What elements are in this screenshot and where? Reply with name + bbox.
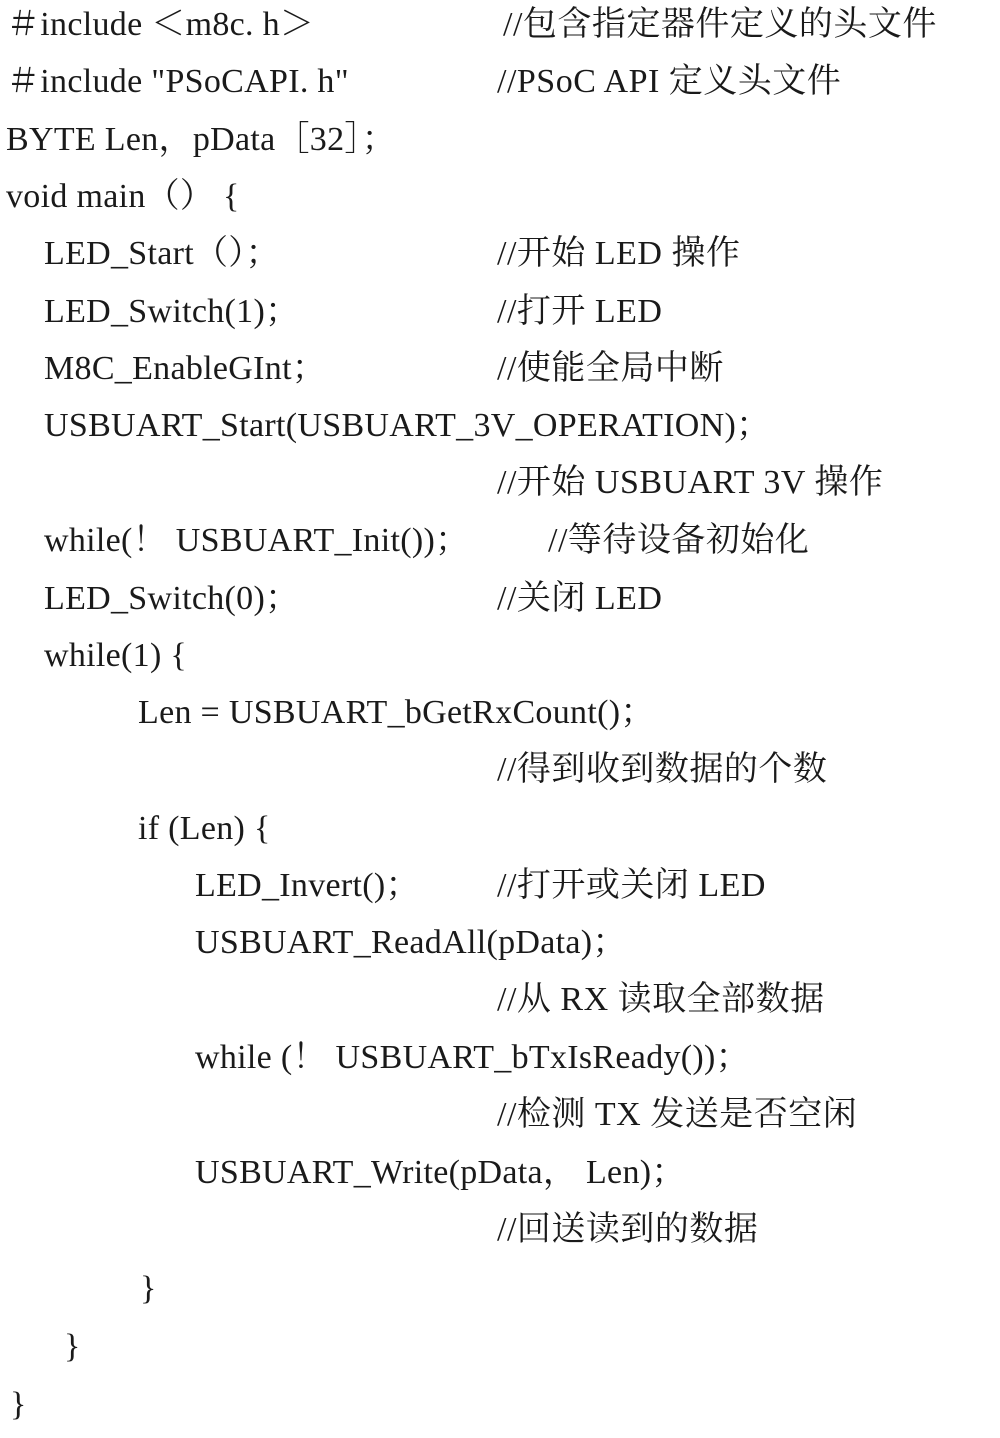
code-text: while (！ USBUART_bTxIsReady())； (195, 1039, 750, 1076)
code-text: USBUART_Write(pData， Len)； (195, 1154, 686, 1191)
closing-brace: } (140, 1270, 157, 1307)
code-line-14 (0, 745, 1000, 795)
code-text: while(！ USBUART_Init())； (44, 522, 470, 559)
code-comment: //包含指定器件定义的头文件 (503, 6, 937, 43)
code-text: ＃include ＜m8c. h＞ (6, 6, 315, 43)
code-line-10 (0, 516, 1000, 566)
code-line-16 (0, 861, 1000, 911)
code-line-21 (0, 1148, 1000, 1198)
code-line-24 (0, 1322, 1000, 1372)
code-line-11 (0, 574, 1000, 624)
code-text: void main（） { (6, 178, 240, 215)
code-line-25 (0, 1380, 1000, 1430)
code-line-5 (0, 229, 1000, 279)
code-comment: //打开或关闭 LED (497, 867, 766, 904)
code-text: while(1) { (44, 637, 188, 674)
code-line-12 (0, 631, 1000, 681)
code-line-18 (0, 975, 1000, 1025)
code-line-8 (0, 401, 1000, 451)
code-line-6 (0, 287, 1000, 337)
code-line-1 (0, 0, 1000, 50)
code-text: LED_Switch(0)； (44, 580, 300, 617)
code-line-19 (0, 1033, 1000, 1083)
code-line-17 (0, 918, 1000, 968)
code-comment: //关闭 LED (497, 580, 663, 617)
code-text: LED_Switch(1)； (44, 293, 300, 330)
closing-brace: } (10, 1386, 27, 1423)
code-text: USBUART_Start(USBUART_3V_OPERATION)； (44, 407, 771, 444)
code-comment: //等待设备初始化 (548, 522, 810, 559)
code-comment: //开始 LED 操作 (497, 235, 741, 272)
code-line-3 (0, 115, 1000, 165)
closing-brace: } (64, 1328, 81, 1365)
code-comment: //打开 LED (497, 293, 663, 330)
code-line-4 (0, 172, 1000, 222)
code-text: USBUART_ReadAll(pData)； (195, 924, 627, 961)
code-comment: //检测 TX 发送是否空闲 (497, 1096, 858, 1133)
code-text: M8C_EnableGInt； (44, 350, 327, 387)
code-line-2 (0, 57, 1000, 107)
code-line-20 (0, 1090, 1000, 1140)
code-line-9 (0, 458, 1000, 508)
code-text: Len = USBUART_bGetRxCount()； (138, 694, 655, 731)
code-text: if (Len) { (138, 810, 271, 847)
code-comment: //得到收到数据的个数 (497, 751, 828, 788)
code-line-7 (0, 344, 1000, 394)
code-line-23 (0, 1264, 1000, 1314)
code-text: LED_Invert()； (195, 867, 420, 904)
code-comment: //使能全局中断 (497, 350, 724, 387)
code-comment: //从 RX 读取全部数据 (497, 981, 825, 1018)
code-text: ＃include "PSoCAPI. h" (6, 63, 349, 100)
code-line-13 (0, 688, 1000, 738)
code-comment: //回送读到的数据 (497, 1211, 759, 1248)
code-text: LED_Start（）； (44, 235, 280, 272)
code-text: BYTE Len，pData［32］； (6, 121, 397, 158)
code-comment: //开始 USBUART 3V 操作 (497, 464, 884, 501)
code-line-22 (0, 1205, 1000, 1255)
code-line-15 (0, 804, 1000, 854)
code-comment: //PSoC API 定义头文件 (497, 63, 842, 100)
